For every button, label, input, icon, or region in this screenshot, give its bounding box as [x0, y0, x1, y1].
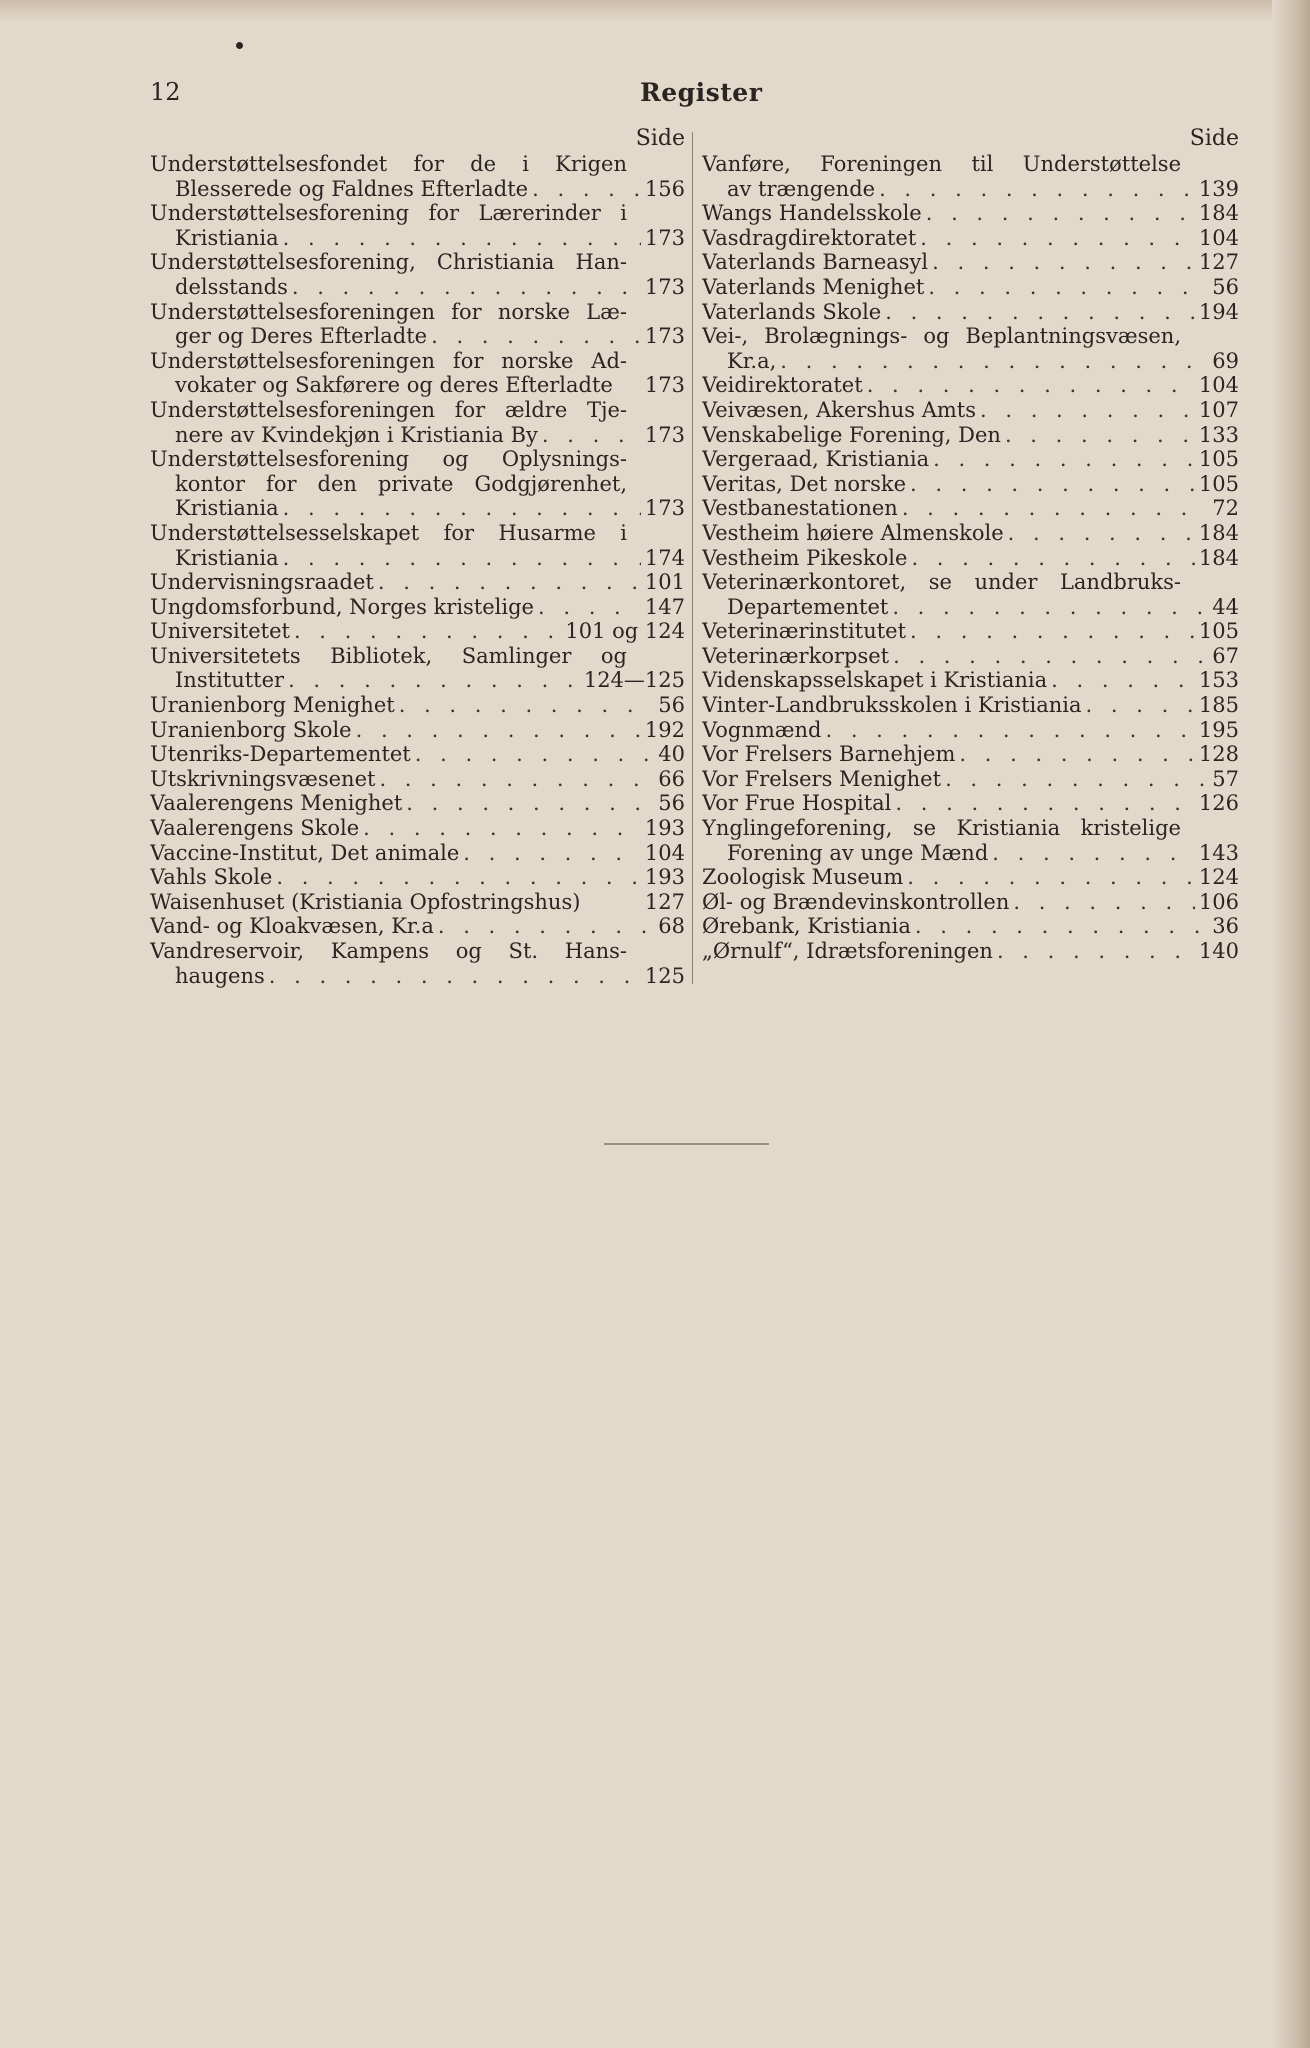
index-entry	[702, 447, 1239, 472]
index-entry	[150, 890, 685, 915]
index-entry	[702, 791, 1239, 816]
index-entry	[150, 570, 685, 595]
entry-text-line: Uranienborg Menighet	[150, 693, 395, 718]
index-entry	[702, 250, 1239, 275]
entry-last-line	[702, 349, 1239, 374]
entry-last-line	[702, 718, 1239, 743]
page-title: Register	[640, 78, 763, 107]
entry-page-number: 140	[1198, 939, 1239, 963]
entry-page-number: 125	[644, 963, 685, 988]
entry-text-line: ger og Deres Efterladte	[175, 324, 428, 349]
dot-leader	[992, 841, 1195, 866]
entry-text-line: av trængende	[727, 176, 876, 201]
entry-page-number: 133	[1198, 422, 1239, 447]
dot-leader	[283, 226, 641, 251]
index-entry	[702, 865, 1239, 890]
entry-last-line	[702, 226, 1239, 251]
entry-text-line: Veterinærkorpset	[702, 643, 890, 668]
entry-last-line	[702, 865, 1239, 890]
entry-page-number: 173	[644, 373, 685, 398]
entry-last-line	[150, 570, 685, 595]
index-entry	[702, 496, 1239, 521]
entry-page-number: 124	[1198, 865, 1239, 890]
entry-last-line	[150, 742, 685, 767]
index-entry	[150, 152, 685, 201]
index-entry	[702, 324, 1239, 373]
entry-page-number: 67	[1212, 643, 1239, 668]
index-entry	[150, 791, 685, 816]
entry-text-line: Blesserede og Faldnes Efterladte	[175, 176, 529, 201]
entry-last-line	[150, 693, 685, 718]
entry-text-line: Understøttelsesforening, Christiania Han-	[150, 250, 627, 275]
entry-text-line: Ungdomsforbund, Norges kristelige	[150, 594, 534, 619]
dot-leader	[294, 619, 561, 644]
entry-page-number: 173	[644, 324, 685, 349]
entry-last-line	[150, 324, 685, 349]
index-entry	[150, 644, 685, 693]
entry-last-line	[702, 644, 1239, 669]
page-number: 12	[150, 78, 181, 106]
entry-last-line	[150, 275, 685, 300]
entry-page-number: 193	[644, 816, 685, 841]
entry-text-line: Vand- og Kloakvæsen, Kr.a	[150, 914, 434, 939]
entry-page-number: 40	[658, 742, 685, 767]
entry-text-line: Vaccine-Institut, Det animale	[150, 840, 460, 865]
index-entry	[702, 201, 1239, 226]
entry-text-line: Vergeraad, Kristiania	[702, 447, 930, 472]
entry-page-number: 57	[1212, 766, 1239, 791]
index-entry	[150, 841, 685, 866]
dot-leader	[292, 275, 641, 300]
dot-leader	[532, 177, 641, 202]
entry-text-line: Kristiania	[175, 545, 279, 570]
index-entry	[702, 423, 1239, 448]
dot-leader	[926, 201, 1195, 226]
entry-text-line: Vinter-Landbruksskolen i Kristiania	[702, 693, 1082, 718]
dot-leader	[885, 300, 1195, 325]
entry-page-number: 106	[1198, 889, 1239, 914]
index-entry	[702, 718, 1239, 743]
entry-text-line: Kr.a,	[727, 348, 777, 373]
index-entry	[150, 816, 685, 841]
index-entry	[702, 398, 1239, 423]
entry-page-number: 127	[644, 889, 685, 914]
dot-leader	[406, 791, 654, 816]
dot-leader	[542, 423, 641, 448]
index-entry	[150, 939, 685, 988]
index-entry	[150, 300, 685, 349]
index-entry	[150, 349, 685, 398]
entry-text-line: Uranienborg Skole	[150, 717, 352, 742]
entry-text-line: Undervisningsraadet	[150, 570, 374, 595]
entry-text-line: Universitetets Bibliotek, Samlinger og	[150, 643, 627, 668]
dot-leader	[283, 546, 641, 571]
entry-text-line: Understøttelsesforening for Lærerinder i	[150, 201, 627, 226]
entry-text-line: Zoologisk Museum	[702, 865, 904, 890]
entry-last-line	[702, 619, 1239, 644]
entry-page-number: 128	[1198, 742, 1239, 767]
entry-text-line: Veivæsen, Akershus Amts	[702, 397, 976, 422]
column-divider	[692, 132, 693, 984]
entry-text-line: Vor Frue Hospital	[702, 791, 892, 816]
entry-text-line: Vaterlands Skole	[702, 299, 882, 324]
entry-page-number: 184	[1198, 201, 1239, 226]
entry-text-line: Veritas, Det norske	[702, 471, 907, 496]
index-entry	[150, 914, 685, 939]
dot-leader	[980, 398, 1195, 423]
dot-leader	[379, 767, 654, 792]
dot-leader	[1051, 668, 1195, 693]
entry-last-line	[150, 619, 685, 644]
index-entry	[702, 619, 1239, 644]
index-entry	[702, 767, 1239, 792]
entry-page-number: 124—125	[583, 668, 685, 693]
entry-text-line: kontor for den private Godgjørenhet,	[175, 471, 627, 496]
dot-leader	[892, 595, 1208, 620]
entry-text-line: nere av Kvindekjøn i Kristiania By	[175, 422, 538, 447]
dot-leader	[463, 841, 641, 866]
page-right-edge	[1272, 0, 1310, 2048]
entry-text-line: Vaterlands Menighet	[702, 274, 925, 299]
dot-leader	[997, 939, 1195, 964]
entry-last-line	[702, 890, 1239, 915]
entry-page-number: 139	[1198, 176, 1239, 201]
entry-last-line	[150, 890, 685, 915]
entry-page-number: 104	[1198, 373, 1239, 398]
entry-last-line	[150, 865, 685, 890]
entry-text-line: Vahls Skole	[150, 865, 273, 890]
entry-page-number: 194	[1198, 299, 1239, 324]
entry-last-line	[150, 595, 685, 620]
entry-last-line	[702, 201, 1239, 226]
entry-page-number: 184	[1198, 520, 1239, 545]
entry-page-number: 72	[1212, 496, 1239, 521]
index-entry	[702, 275, 1239, 300]
entry-last-line	[150, 816, 685, 841]
index-entry	[150, 693, 685, 718]
index-entry	[702, 693, 1239, 718]
dot-leader	[363, 816, 641, 841]
dot-leader	[895, 791, 1195, 816]
entry-last-line	[150, 718, 685, 743]
end-rule	[604, 1143, 769, 1145]
right-entry-list	[702, 152, 1239, 964]
index-entry	[150, 619, 685, 644]
entry-last-line	[150, 964, 685, 989]
dot-leader	[902, 496, 1208, 521]
dot-leader	[910, 472, 1195, 497]
entry-text-line: delsstands	[175, 274, 288, 299]
dot-leader	[920, 226, 1195, 251]
dot-leader	[893, 644, 1208, 669]
entry-text-line: Veterinærkontoret, se under Landbruks-	[702, 570, 1181, 595]
index-entry	[702, 816, 1239, 865]
dot-leader	[431, 324, 641, 349]
entry-text-line: Universitetet	[150, 619, 290, 644]
entry-last-line	[702, 767, 1239, 792]
entry-text-line: Ørebank, Kristiania	[702, 914, 911, 939]
entry-last-line	[702, 939, 1239, 964]
dot-leader	[415, 742, 655, 767]
dot-leader	[928, 275, 1208, 300]
dot-leader	[932, 250, 1195, 275]
entry-page-number: 101 og 124	[565, 619, 685, 644]
entry-page-number: 104	[1198, 225, 1239, 250]
index-entry	[150, 250, 685, 299]
entry-page-number: 107	[1198, 397, 1239, 422]
entry-page-number: 195	[1198, 717, 1239, 742]
entry-last-line	[702, 423, 1239, 448]
entry-last-line	[702, 275, 1239, 300]
dot-leader	[283, 496, 641, 521]
index-entry	[702, 521, 1239, 546]
entry-page-number: 127	[1198, 250, 1239, 275]
entry-last-line	[702, 300, 1239, 325]
entry-last-line	[702, 742, 1239, 767]
index-entry	[702, 939, 1239, 964]
entry-text-line: Vaalerengens Menighet	[150, 791, 403, 816]
dot-leader	[867, 373, 1195, 398]
entry-page-number: 185	[1198, 693, 1239, 718]
index-entry	[150, 767, 685, 792]
index-entry	[150, 521, 685, 570]
dot-leader	[438, 914, 654, 939]
entry-text-line: Vestheim høiere Almenskole	[702, 520, 1004, 545]
entry-page-number: 104	[644, 840, 685, 865]
entry-last-line	[702, 447, 1239, 472]
entry-last-line	[150, 914, 685, 939]
dot-leader	[399, 693, 655, 718]
entry-text-line: Departementet	[727, 594, 889, 619]
entry-text-line: Vaalerengens Skole	[150, 816, 360, 841]
entry-text-line: Veterinærinstitutet	[702, 619, 907, 644]
entry-text-line: Kristiania	[175, 225, 279, 250]
entry-page-number: 66	[658, 766, 685, 791]
entry-last-line	[702, 595, 1239, 620]
index-entry	[150, 742, 685, 767]
entry-text-line: Forening av unge Mænd	[727, 840, 989, 865]
entry-text-line: Venskabelige Forening, Den	[702, 422, 1001, 447]
entry-page-number: 193	[644, 865, 685, 890]
entry-text-line: Vor Frelsers Menighet	[702, 766, 942, 791]
dot-leader	[1086, 693, 1195, 718]
dot-leader	[907, 865, 1195, 890]
entry-page-number: 44	[1212, 594, 1239, 619]
dot-leader	[1005, 423, 1195, 448]
entry-text-line: Understøttelsesforeningen for ældre Tje-	[150, 397, 627, 422]
dot-leader	[959, 742, 1195, 767]
entry-page-number: 192	[644, 717, 685, 742]
entry-last-line	[150, 767, 685, 792]
entry-page-number: 153	[1198, 668, 1239, 693]
entry-text-line: Vandreservoir, Kampens og St. Hans-	[150, 939, 627, 963]
entry-last-line	[702, 914, 1239, 939]
entry-last-line	[150, 496, 685, 521]
entry-last-line	[702, 250, 1239, 275]
entry-page-number: 173	[644, 422, 685, 447]
index-entry	[150, 595, 685, 620]
index-entry	[702, 644, 1239, 669]
entry-text-line: Waisenhuset (Kristiania Opfostringshus)	[150, 889, 581, 914]
entry-text-line: haugens	[175, 963, 265, 988]
dot-leader	[378, 570, 641, 595]
entry-text-line: Wangs Handelsskole	[702, 201, 922, 226]
entry-text-line: Utenriks-Departementet	[150, 742, 411, 767]
dot-leader	[1008, 521, 1195, 546]
entry-page-number: 105	[1198, 471, 1239, 496]
entry-text-line: Vei-, Brolægnings- og Beplantningsvæsen,	[702, 324, 1181, 349]
index-entry	[702, 472, 1239, 497]
entry-last-line	[702, 373, 1239, 398]
entry-page-number: 56	[658, 791, 685, 816]
entry-page-number: 56	[1212, 274, 1239, 299]
entry-text-line: Videnskapsselskapet i Kristiania	[702, 668, 1048, 693]
entry-page-number: 156	[644, 176, 685, 201]
entry-page-number: 56	[658, 693, 685, 718]
entry-page-number: 105	[1198, 619, 1239, 644]
entry-text-line: „Ørnulf“, Idrætsforeningen	[702, 939, 993, 963]
entry-page-number: 101	[644, 570, 685, 595]
dot-leader	[1013, 890, 1195, 915]
entry-last-line	[702, 177, 1239, 202]
entry-page-number: 174	[644, 545, 685, 570]
left-entry-list	[150, 152, 685, 988]
index-entry	[702, 570, 1239, 619]
entry-page-number: 173	[644, 225, 685, 250]
dot-leader	[356, 718, 641, 743]
index-entry	[702, 546, 1239, 571]
dot-leader	[911, 546, 1194, 571]
entry-page-number: 68	[658, 914, 685, 939]
entry-last-line	[702, 546, 1239, 571]
entry-page-number: 147	[644, 594, 685, 619]
entry-page-number: 36	[1212, 914, 1239, 939]
dot-leader	[780, 349, 1208, 374]
entry-page-number: 105	[1198, 447, 1239, 472]
entry-text-line: Vasdragdirektoratet	[702, 225, 917, 250]
entry-text-line: Vognmænd	[702, 717, 822, 742]
dot-leader	[288, 668, 580, 693]
entry-last-line	[702, 472, 1239, 497]
entry-text-line: Utskrivningsvæsenet	[150, 766, 376, 791]
index-entry	[150, 398, 685, 447]
entry-text-line: Understøttelsesforeningen for norske Læ-	[150, 299, 627, 324]
index-entry	[702, 226, 1239, 251]
entry-last-line	[150, 546, 685, 571]
entry-last-line	[150, 373, 685, 398]
entry-text-line: Understøttelsesforeningen for norske Ad-	[150, 348, 627, 373]
entry-text-line: Vor Frelsers Barnehjem	[702, 742, 956, 767]
entry-last-line	[150, 668, 685, 693]
entry-page-number: 143	[1198, 840, 1239, 865]
entry-text-line: Understøttelsesfondet for de i Krigen	[150, 152, 627, 176]
entry-last-line	[150, 423, 685, 448]
index-entry	[702, 914, 1239, 939]
right-side-label: Side	[1189, 126, 1239, 151]
index-entry	[150, 718, 685, 743]
index-entry	[150, 865, 685, 890]
entry-text-line: Vestheim Pikeskole	[702, 545, 908, 570]
entry-page-number: 126	[1198, 791, 1239, 816]
entry-page-number: 184	[1198, 545, 1239, 570]
entry-last-line	[150, 791, 685, 816]
dot-leader	[915, 914, 1208, 939]
entry-last-line	[702, 496, 1239, 521]
dot-leader	[933, 447, 1195, 472]
index-entry	[150, 201, 685, 250]
dot-leader	[945, 767, 1208, 792]
entry-page-number: 69	[1212, 348, 1239, 373]
entry-last-line	[150, 177, 685, 202]
entry-text-line: vokater og Sakførere og deres Efterladte	[175, 373, 613, 398]
index-entry	[702, 373, 1239, 398]
entry-last-line	[702, 398, 1239, 423]
entry-last-line	[702, 841, 1239, 866]
entry-text-line: Vaterlands Barneasyl	[702, 250, 929, 275]
entry-text-line: Veidirektoratet	[702, 373, 863, 398]
entry-text-line: Understøttelsesforening og Oplysnings-	[150, 447, 627, 472]
dot-leader	[538, 595, 641, 620]
index-entry	[702, 890, 1239, 915]
entry-last-line	[150, 226, 685, 251]
entry-text-line: Institutter	[175, 668, 285, 693]
entry-last-line	[702, 521, 1239, 546]
entry-text-line: Kristiania	[175, 496, 279, 521]
left-side-label: Side	[635, 126, 685, 151]
entry-last-line	[702, 693, 1239, 718]
left-column	[150, 126, 685, 988]
entry-text-line: Understøttelsesselskapet for Husarme i	[150, 520, 627, 545]
dot-leader	[879, 177, 1195, 202]
page-top-shadow	[0, 0, 1310, 22]
entry-last-line	[702, 791, 1239, 816]
entry-last-line	[150, 841, 685, 866]
entry-text-line: Ynglingeforening, se Kristiania kristelige	[702, 816, 1181, 841]
entry-page-number: 173	[644, 274, 685, 299]
index-entry	[150, 447, 685, 521]
ink-dot	[236, 42, 243, 49]
index-entry	[702, 152, 1239, 201]
right-column	[702, 126, 1239, 964]
index-entry	[702, 742, 1239, 767]
index-entry	[702, 300, 1239, 325]
entry-text-line: Vestbanestationen	[702, 496, 898, 521]
entry-last-line	[702, 668, 1239, 693]
dot-leader	[269, 964, 641, 989]
dot-leader	[276, 865, 641, 890]
dot-leader	[910, 619, 1195, 644]
entry-text-line: Vanføre, Foreningen til Understøttelse	[702, 152, 1181, 176]
index-entry	[702, 668, 1239, 693]
dot-leader	[825, 718, 1194, 743]
entry-page-number: 173	[644, 496, 685, 521]
entry-text-line: Øl- og Brændevinskontrollen	[702, 889, 1010, 914]
